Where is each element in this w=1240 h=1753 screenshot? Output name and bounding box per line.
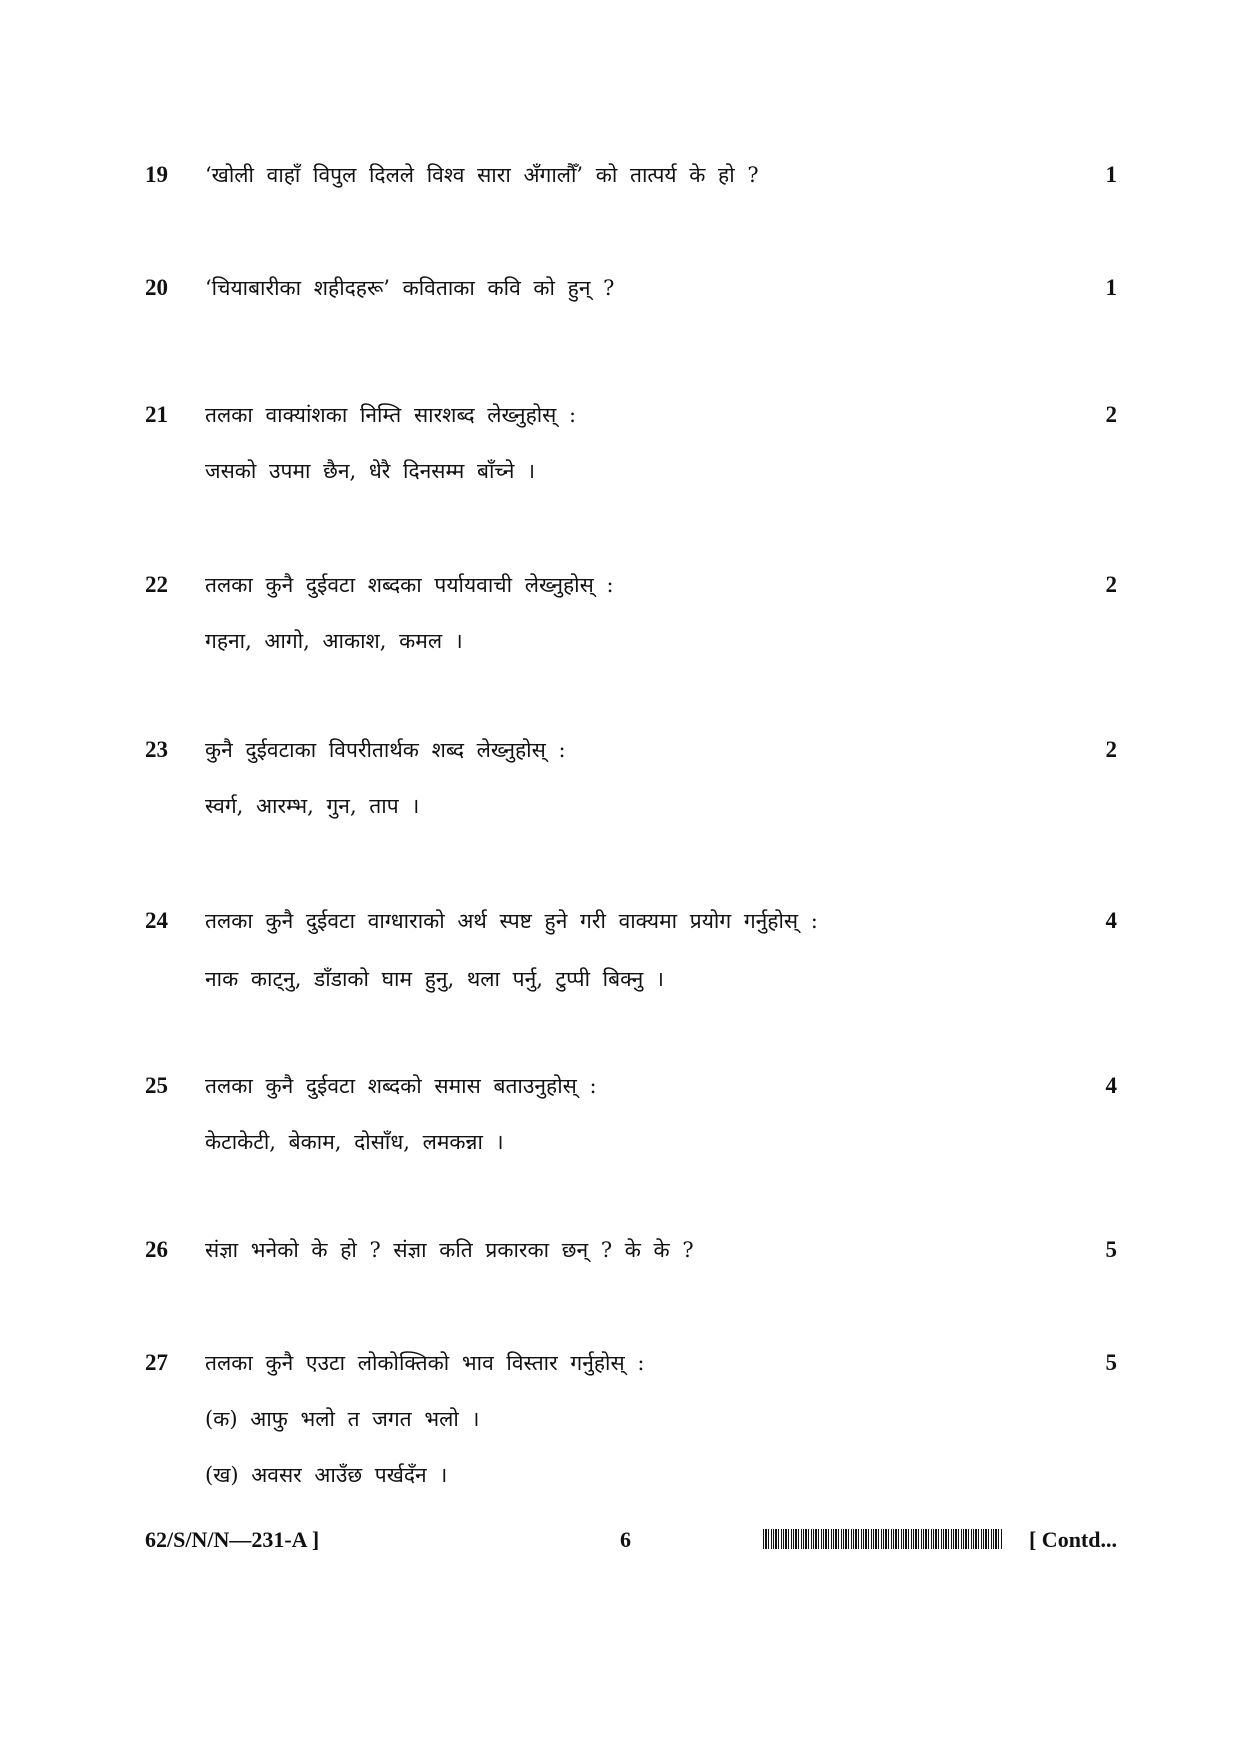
continued-label: [ Contd... bbox=[1028, 1527, 1117, 1552]
question-marks: 4 bbox=[1105, 908, 1117, 933]
question-marks: 1 bbox=[1105, 162, 1117, 187]
question-marks: 2 bbox=[1105, 402, 1117, 427]
question-text: तलका कुनै दुईवटा शब्दको समास बताउनुहोस् : bbox=[205, 1074, 597, 1098]
question-text: तलका कुनै एउटा लोकोक्तिको भाव विस्तार गर्नुहोस् : bbox=[205, 1351, 645, 1375]
question-marks: 2 bbox=[1105, 737, 1117, 762]
page-footer bbox=[0, 1525, 1240, 1559]
question-number: 22 bbox=[145, 572, 168, 597]
question-number: 25 bbox=[145, 1073, 168, 1098]
question-text: कुनै दुईवटाका विपरीतार्थक शब्द लेख्नुहोस् : bbox=[205, 738, 566, 762]
question-number: 24 bbox=[145, 908, 168, 933]
question-marks: 5 bbox=[1105, 1237, 1117, 1262]
paper-code: 62/S/N/N—231-A ] bbox=[145, 1527, 320, 1552]
question-sub-line: स्वर्ग, आरम्भ, गुन, ताप । bbox=[205, 794, 420, 818]
question-number: 20 bbox=[145, 275, 168, 300]
question-text: तलका कुनै दुईवटा वाग्धाराको अर्थ स्पष्ट हुने गरी वाक्यमा प्रयोग गर्नुहोस् : bbox=[205, 909, 818, 933]
question-number: 21 bbox=[145, 402, 168, 427]
question-marks: 4 bbox=[1105, 1073, 1117, 1098]
question-text: तलका कुनै दुईवटा शब्दका पर्यायवाची लेख्नुहोस् : bbox=[205, 573, 614, 597]
question-marks: 5 bbox=[1105, 1350, 1117, 1375]
barcode-image bbox=[763, 1529, 1003, 1549]
question-sub-line: जसको उपमा छैन, धेरै दिनसम्म बाँच्ने । bbox=[205, 459, 536, 483]
question-marks: 2 bbox=[1105, 572, 1117, 597]
question-text: तलका वाक्यांशका निम्ति सारशब्द लेख्नुहोस् : bbox=[205, 403, 577, 427]
question-number: 23 bbox=[145, 737, 168, 762]
question-number: 27 bbox=[145, 1350, 168, 1375]
question-number: 26 bbox=[145, 1237, 168, 1262]
question-marks: 1 bbox=[1105, 275, 1117, 300]
question-text: ‘खोली वाहाँ विपुल दिलले विश्व सारा अँगालौँ’ को तात्पर्य के हो ? bbox=[205, 163, 759, 187]
question-sub-line: गहना, आगो, आकाश, कमल । bbox=[205, 629, 463, 653]
page-number: 6 bbox=[620, 1527, 631, 1552]
question-option-ka: (क) आफु भलो त जगत भलो । bbox=[205, 1407, 480, 1431]
question-option-kha: (ख) अवसर आउँछ पर्खदँन । bbox=[205, 1463, 448, 1487]
question-sub-line: केटाकेटी, बेकाम, दोसाँध, लमकन्ना । bbox=[205, 1130, 504, 1154]
question-sub-line: नाक काट्नु, डाँडाको घाम हुनु, थला पर्नु, टुप्पी बिक्नु । bbox=[205, 967, 664, 991]
question-text: संज्ञा भनेको के हो ? संज्ञा कति प्रकारका छन् ? के के ? bbox=[205, 1238, 694, 1262]
question-number: 19 bbox=[145, 162, 168, 187]
question-text: ‘चियाबारीका शहीदहरू’ कविताका कवि को हुन् ? bbox=[205, 276, 615, 300]
